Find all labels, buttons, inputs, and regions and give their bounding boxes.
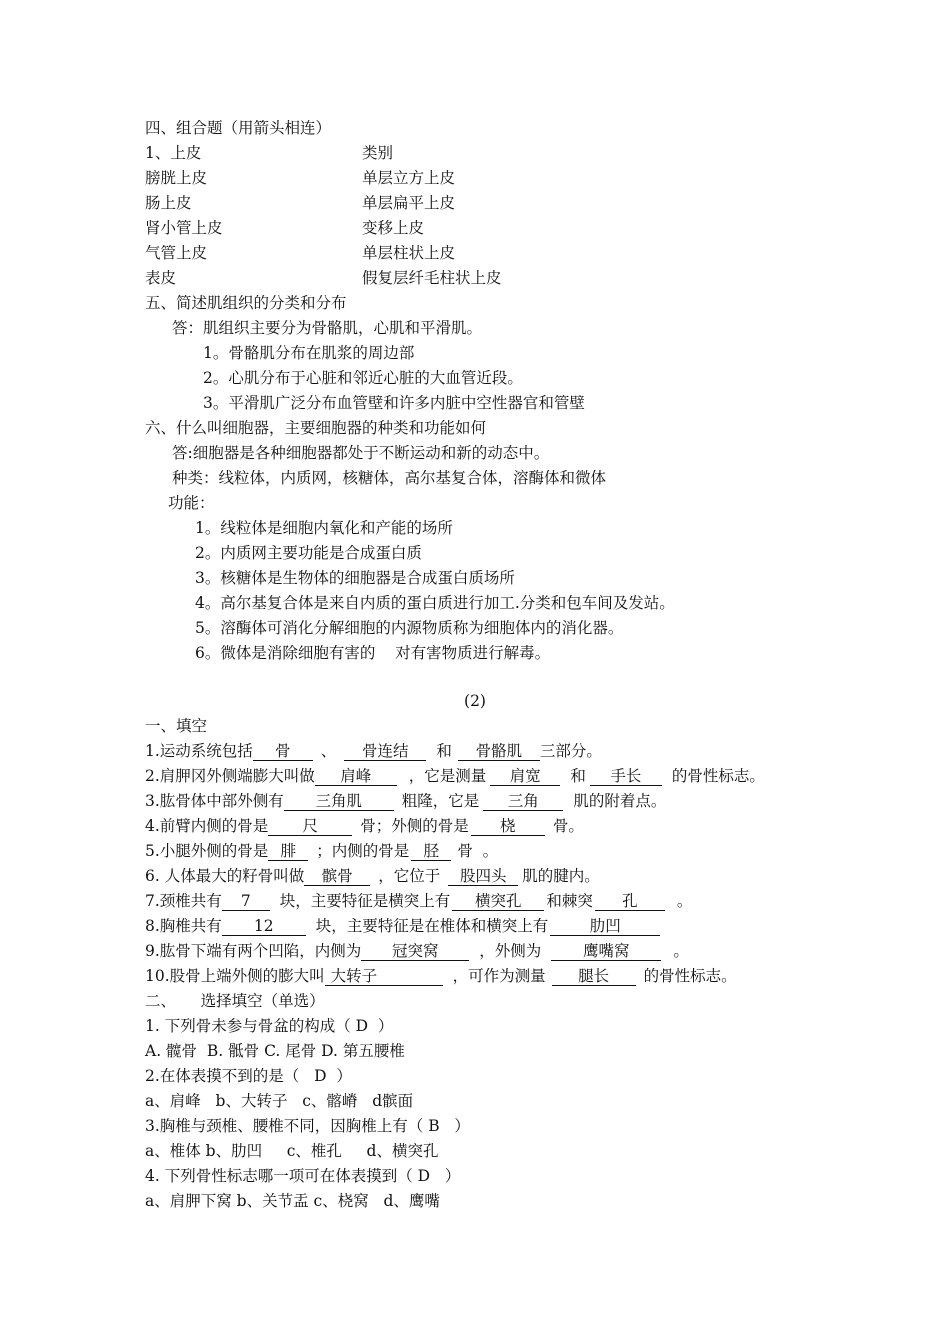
question-text: 9.肱骨下端有两个凹陷，内侧为 — [145, 942, 362, 960]
blank-answer: 冠突窝 — [361, 942, 469, 961]
match-left: 1、上皮 — [145, 144, 202, 162]
choice-options: a、肩胛下窝 b、关节盂 c、桡窝 d、鹰嘴 — [145, 1192, 440, 1210]
fill-question-3 — [145, 789, 666, 813]
question-text: 1.运动系统包括 — [145, 742, 253, 760]
function-item: 3。核糖体是生物体的细胞器是合成蛋白质场所 — [195, 569, 515, 587]
function-item: 4。高尔基复合体是来自内质的蛋白质进行加工.分类和包车间及发站。 — [195, 594, 675, 612]
function-label: 功能： — [168, 494, 215, 512]
question-text: 。 — [676, 892, 693, 910]
match-left: 气管上皮 — [145, 244, 208, 262]
choice-question: 3.胸椎与颈椎、腰椎不同，因胸椎上有（ B ） — [145, 1117, 470, 1135]
match-right: 类别 — [362, 144, 394, 162]
section-4-title: 四、组合题（用箭头相连） — [145, 119, 332, 137]
blank-answer: 尺 — [268, 817, 352, 836]
question-text: ，外侧为 — [479, 942, 542, 960]
question-text: 骨；外侧的骨是 — [360, 817, 469, 835]
fill-question-9 — [145, 939, 689, 963]
match-right: 变移上皮 — [362, 219, 425, 237]
blank-answer: 腓 — [268, 842, 308, 861]
match-row — [145, 241, 745, 265]
blank-answer: 鹰嘴窝 — [551, 942, 661, 961]
question-text: ，它位于 — [378, 867, 441, 885]
match-left: 表皮 — [145, 269, 177, 287]
question-text: ；内侧的骨是 — [316, 842, 410, 860]
blank-answer: 腿长 — [552, 967, 636, 986]
question-text: ，它是测量 — [408, 767, 487, 785]
blank-answer: 髌骨 — [304, 867, 370, 886]
choice-question: 1. 下列骨未参与骨盆的构成（ D ） — [145, 1017, 394, 1035]
fill-question-6 — [145, 864, 600, 888]
blank-answer: 横突孔 — [452, 892, 544, 911]
question-text: 8.胸椎共有 — [145, 917, 222, 935]
blank-answer: 骨骼肌 — [458, 742, 540, 761]
answer-item: 3。平滑肌广泛分布血管壁和许多内脏中空性器官和管壁 — [203, 394, 585, 412]
question-text: 三部分。 — [539, 742, 602, 760]
match-left: 肾小管上皮 — [145, 219, 223, 237]
function-item: 2。内质网主要功能是合成蛋白质 — [195, 544, 422, 562]
match-right: 单层立方上皮 — [362, 169, 456, 187]
question-text: 5.小腿外侧的骨是 — [145, 842, 269, 860]
question-text: 3.肱骨体中部外侧有 — [145, 792, 284, 810]
blank-answer: 手长 — [590, 767, 662, 786]
match-row — [145, 191, 745, 215]
fill-question-1 — [145, 739, 602, 763]
question-text: 粗隆，它是 — [401, 792, 480, 810]
section-5-title: 五、简述肌组织的分类和分布 — [145, 294, 347, 312]
choice-options: a、椎体 b、肋凹 c、椎孔 d、横突孔 — [145, 1142, 439, 1160]
blank-answer: 12 — [222, 917, 306, 936]
blank-answer: 三角肌 — [284, 792, 394, 811]
question-text: 块，主要特征是横突上有 — [279, 892, 451, 910]
fill-question-5 — [145, 839, 498, 863]
choice-question: 4. 下列骨性标志哪一项可在体表摸到（ D ） — [145, 1167, 461, 1185]
match-right: 单层柱状上皮 — [362, 244, 456, 262]
question-text: 。 — [673, 942, 689, 960]
match-row — [145, 166, 745, 190]
section-6-title: 六、什么叫细胞器，主要细胞器的种类和功能如何 — [145, 419, 487, 437]
blank-answer: 肋凹 — [550, 917, 660, 936]
question-text: 的骨性标志。 — [643, 967, 737, 985]
match-right: 假复层纤毛柱状上皮 — [362, 269, 502, 287]
match-row — [145, 266, 745, 290]
blank-answer: 孔 — [595, 892, 665, 911]
question-text: 和 — [570, 767, 586, 785]
answer-item: 1。骨骼肌分布在肌浆的周边部 — [203, 344, 415, 362]
fill-question-4 — [145, 814, 584, 838]
question-text: 肌的腱内。 — [522, 867, 600, 885]
blank-answer: 股四头 — [448, 867, 518, 886]
fill-question-7 — [145, 889, 692, 913]
question-text: 和棘突 — [546, 892, 593, 910]
fill-question-2 — [145, 764, 765, 788]
question-text: 、 — [320, 742, 337, 760]
function-item: 1。线粒体是细胞内氧化和产能的场所 — [195, 519, 453, 537]
question-text: 4.前臂内侧的骨是 — [145, 817, 269, 835]
match-left: 肠上皮 — [145, 194, 192, 212]
choice-options: A. 髋骨 B. 骶骨 C. 尾骨 D. 第五腰椎 — [145, 1042, 405, 1060]
question-text: 7.颈椎共有 — [145, 892, 222, 910]
question-text: ，可作为测量 — [452, 967, 546, 985]
blank-answer: 肩宽 — [490, 767, 560, 786]
choice-section-title: 二、 选择填空（单选） — [145, 992, 325, 1010]
part-number: (2) — [464, 692, 486, 710]
question-text: 骨。 — [552, 817, 584, 835]
fill-question-10 — [145, 964, 737, 988]
blank-answer: 三角 — [483, 792, 563, 811]
match-right: 单层扁平上皮 — [362, 194, 456, 212]
blank-answer: 肩峰 — [315, 767, 397, 786]
match-row — [145, 216, 745, 240]
question-text: 10.股骨上端外侧的膨大叫 — [145, 967, 325, 985]
blank-answer: 骨连结 — [344, 742, 426, 761]
blank-answer: 胫 — [411, 842, 451, 861]
fill-section-title: 一、填空 — [145, 717, 208, 735]
blank-answer: 桡 — [471, 817, 545, 836]
blank-answer: 骨 — [253, 742, 313, 761]
choice-options: a、肩峰 b、大转子 c、髂嵴 d髌面 — [145, 1092, 414, 1110]
question-text: 6. 人体最大的籽骨叫做 — [145, 867, 305, 885]
question-text: 的骨性标志。 — [671, 767, 765, 785]
blank-answer: 7 — [222, 892, 270, 911]
choice-question: 2.在体表摸不到的是（ D ） — [145, 1067, 352, 1085]
answer-text: 答:细胞器是各种细胞器都处于不断运动和新的动态中。 — [172, 444, 550, 462]
question-text: 块，主要特征是在椎体和横突上有 — [315, 917, 549, 935]
match-left: 膀胱上皮 — [145, 169, 208, 187]
match-row — [145, 141, 745, 165]
answer-item: 2。心肌分布于心脏和邻近心脏的大血管近段。 — [203, 369, 523, 387]
fill-question-8 — [145, 914, 660, 938]
question-text: 肌的附着点。 — [573, 792, 667, 810]
question-text: 2.肩胛冈外侧端膨大叫做 — [145, 767, 315, 785]
types-text: 种类：线粒体，内质网，核糖体，高尔基复合体，溶酶体和微体 — [172, 469, 607, 487]
function-item: 5。溶酶体可消化分解细胞的内源物质称为细胞体内的消化器。 — [195, 619, 624, 637]
blank-answer: 大转子 — [325, 967, 443, 986]
question-text: 骨 。 — [457, 842, 499, 860]
answer-text: 答：肌组织主要分为骨骼肌，心肌和平滑肌。 — [172, 319, 483, 337]
function-item: 6。微体是消除细胞有害的 对有害物质进行解毒。 — [195, 644, 551, 662]
question-text: 和 — [436, 742, 452, 760]
